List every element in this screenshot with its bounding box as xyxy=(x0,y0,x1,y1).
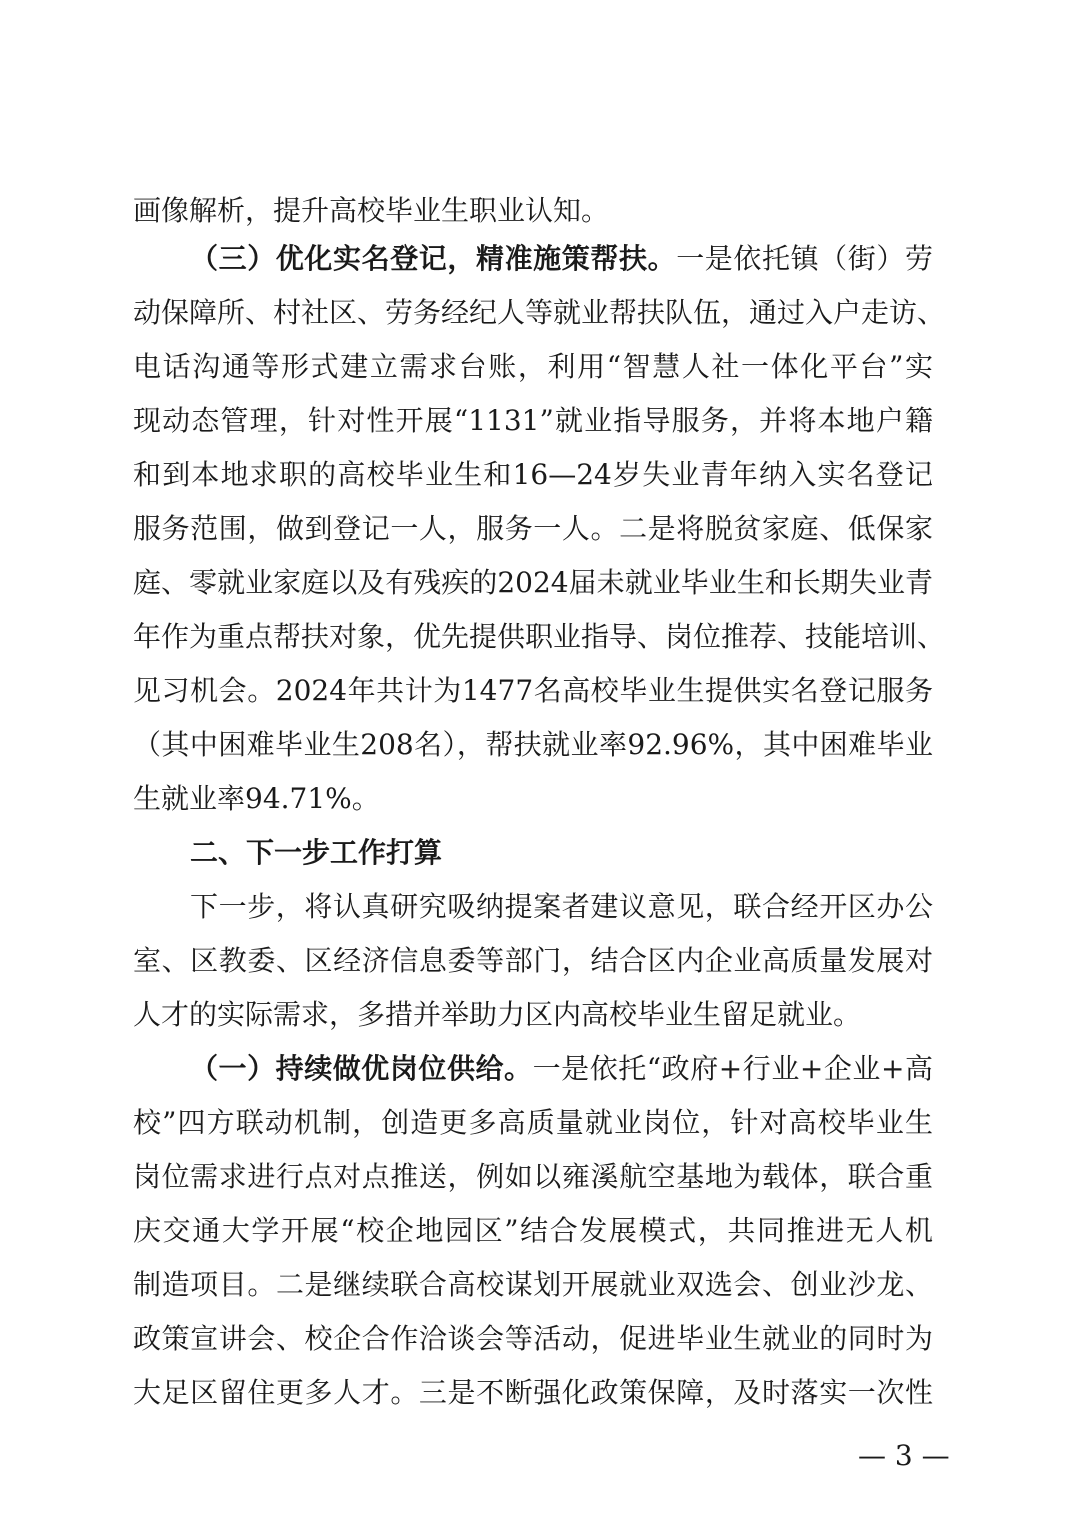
line-text: 电话沟通等形式建立需求台账，利用“智慧人社一体化平台”实 xyxy=(133,350,933,383)
body-line-23 xyxy=(133,1373,933,1413)
body-line-9 xyxy=(133,617,946,657)
line-text: 年作为重点帮扶对象，优先提供职业指导、岗位推荐、技能培训、 xyxy=(133,620,946,653)
line-text: 制造项目。二是继续联合高校谋划开展就业双选会、创业沙龙、 xyxy=(133,1268,933,1301)
line-text: 动保障所、村社区、劳务经纪人等就业帮扶队伍，通过入户走访、 xyxy=(133,296,946,329)
line-text: 下一步，将认真研究吸纳提案者建议意见，联合经开区办公 xyxy=(190,890,933,923)
body-line-22 xyxy=(133,1319,933,1359)
body-line-6 xyxy=(133,455,933,495)
body-line-16 xyxy=(133,995,933,1035)
line-text: （其中困难毕业生208名），帮扶就业率92.96%，其中困难毕业 xyxy=(133,728,933,761)
body-line-8 xyxy=(133,563,933,603)
line-text: 服务范围，做到登记一人，服务一人。二是将脱贫家庭、低保家 xyxy=(133,512,933,545)
body-line-12 xyxy=(133,779,933,819)
body-line-4 xyxy=(133,347,933,387)
line-text: 和到本地求职的高校毕业生和16—24岁失业青年纳入实名登记 xyxy=(133,458,933,491)
line-text: 见习机会。2024年共计为1477名高校毕业生提供实名登记服务 xyxy=(133,674,933,707)
body-line-15 xyxy=(133,941,933,981)
body-line-14 xyxy=(190,887,933,927)
line-text: 政策宣讲会、校企合作洽谈会等活动，促进毕业生就业的同时为 xyxy=(133,1322,933,1355)
body-line-1 xyxy=(133,191,933,231)
section-heading-next-steps xyxy=(190,833,933,873)
page-number: — 3 — xyxy=(858,1439,950,1472)
body-line-19 xyxy=(133,1157,933,1197)
subsection-1-title: （一）持续做优岗位供给。 xyxy=(190,1052,533,1085)
line-text: 人才的实际需求，多措并举助力区内高校毕业生留足就业。 xyxy=(133,998,862,1031)
subsection-1-first-line xyxy=(190,1049,933,1089)
body-line-7 xyxy=(133,509,933,549)
line-text: 一是依托“政府+行业+企业+高 xyxy=(532,1052,933,1085)
line-text: 校”四方联动机制，创造更多高质量就业岗位，针对高校毕业生 xyxy=(133,1106,933,1139)
line-text: 现动态管理，针对性开展“1131”就业指导服务，并将本地户籍 xyxy=(133,404,933,437)
line-text: 室、区教委、区经济信息委等部门，结合区内企业高质量发展对 xyxy=(133,944,933,977)
line-text: 岗位需求进行点对点推送，例如以雍溪航空基地为载体，联合重 xyxy=(133,1160,933,1193)
line-text: 庆交通大学开展“校企地园区”结合发展模式，共同推进无人机 xyxy=(133,1214,933,1247)
heading-text: 二、下一步工作打算 xyxy=(190,836,443,869)
body-line-5 xyxy=(133,401,933,441)
section-3-title: （三）优化实名登记，精准施策帮扶。 xyxy=(190,242,677,275)
body-line-21 xyxy=(133,1265,933,1305)
body-line-18 xyxy=(133,1103,933,1143)
section-3-first-line xyxy=(190,239,933,279)
line-text: 生就业率94.71%。 xyxy=(133,782,380,815)
body-line-3 xyxy=(133,293,946,333)
body-line-10 xyxy=(133,671,933,711)
body-line-11 xyxy=(133,725,933,765)
line-text: 庭、零就业家庭以及有残疾的2024届未就业毕业生和长期失业青 xyxy=(133,566,933,599)
body-line-20 xyxy=(133,1211,933,1251)
line-text: 大足区留住更多人才。三是不断强化政策保障，及时落实一次性 xyxy=(133,1376,933,1409)
line-text: 画像解析，提升高校毕业生职业认知。 xyxy=(133,194,610,227)
line-text: 一是依托镇（街）劳 xyxy=(676,242,933,275)
